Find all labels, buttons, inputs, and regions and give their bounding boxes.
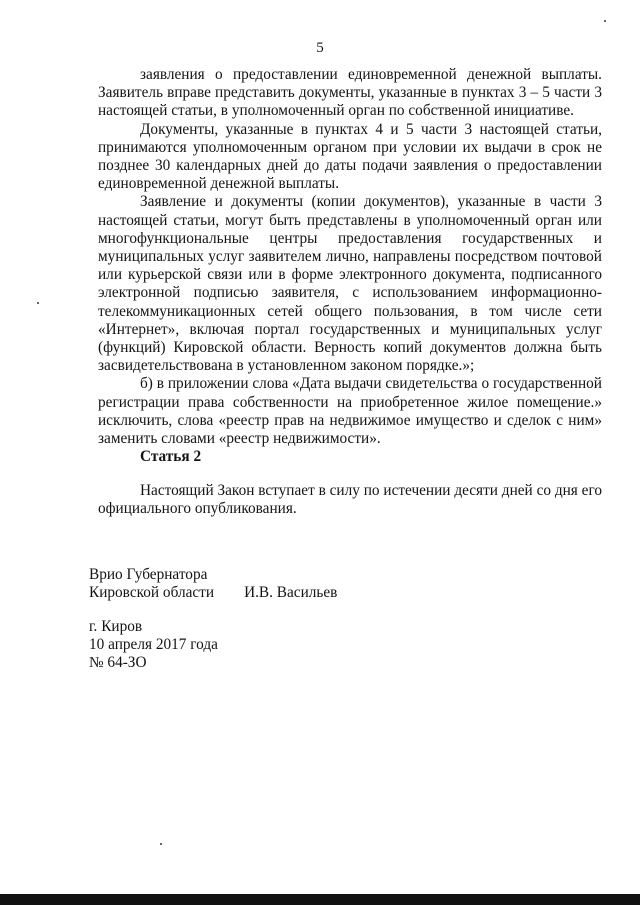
issuance-date: 10 апреля 2017 года	[89, 636, 218, 654]
signatory-position-line-1: Врио Губернатора	[89, 566, 208, 583]
scan-speck	[37, 302, 39, 304]
paragraph-1: заявления о предоставлении единовременной денежной выплаты. Заявитель вправе представить документы, указанные в пунктах 3 – 5 части 3 настоящей статьи, в уполномоченный орган по собственной инициативе.	[98, 66, 602, 120]
article-2-text-block	[98, 482, 602, 518]
law-body-text	[98, 66, 602, 448]
law-number: № 64-ЗО	[89, 654, 147, 672]
paragraph-4: б) в приложении слова «Дата выдачи свидетельства о государственной регистрации права собственности на приобретенное жилое помещение.» исключить, слова «реестр прав на недвижимое имущество и сделок с ним» заменить словами «реестр недвижимости».	[98, 375, 602, 448]
scan-speck	[160, 843, 162, 845]
signatory-position-line-2-wrapper	[89, 584, 337, 602]
issuance-block	[89, 618, 218, 673]
signature-block	[89, 566, 337, 602]
page-number: 5	[316, 40, 324, 56]
article-2-heading: Статья 2	[140, 448, 202, 465]
signatory-name: И.В. Васильев	[244, 584, 338, 602]
paragraph-2: Документы, указанные в пунктах 4 и 5 части 3 настоящей статьи, принимаются уполномоченным органом при условии их выдачи в срок не позднее 30 календарных дней до даты подачи заявления о предоставлении единовременной денежной выплаты.	[98, 120, 602, 193]
paragraph-3: Заявление и документы (копии документов), указанные в части 3 настоящей статьи, могут быть представлены в уполномоченный орган или многофункциональные центры предоставления государственных и муниципальных услуг заявителем лично, направлены посредством почтовой или курьерской связи или в форме электронного документа, подписанного электронной подписью заявителя, с использованием информационно-телекоммуникационных сетей общего пользования, в том числе сети «Интернет», включая портал государственных и муниципальных услуг (функций) Кировской области. Верность копий документов должна быть засвидетельствована в установленном законом порядке.»;	[98, 193, 602, 375]
scan-bottom-border	[0, 894, 640, 905]
article-2-text: Настоящий Закон вступает в силу по истечении десяти дней со дня его официального опубликования.	[98, 482, 602, 518]
issuance-place: г. Киров	[89, 618, 143, 635]
scan-speck	[604, 20, 606, 22]
signatory-position-line-2: Кировской области	[89, 584, 215, 602]
